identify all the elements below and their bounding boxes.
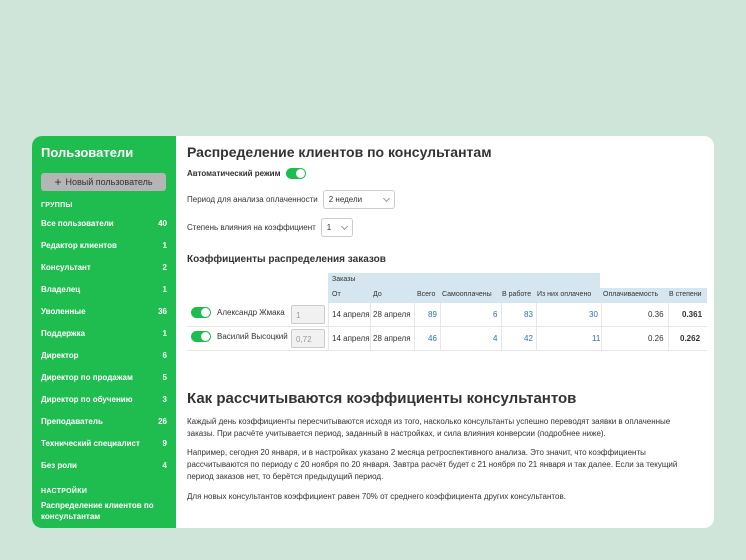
- consultant-name: Василий Высоцкий: [217, 332, 288, 341]
- how-paragraph: Например, сегодня 20 января, и в настройках указано 2 месяца ретроспективного анализа. Это значит, что коэффициенты рассчитываются по периоду с 20 ноября по 20 января. Завтра расчёт будет с 21 ноября по 21 января и так далее. Если за текущий период заказов нет, то берётся предыдущий период.: [187, 448, 678, 481]
- sidebar-item-client-editor[interactable]: [32, 234, 176, 256]
- column-header: В степени: [669, 291, 702, 298]
- cell-total[interactable]: 46: [428, 334, 437, 343]
- table-group-header: Заказы: [328, 273, 600, 288]
- sidebar-item-label: Директор по продажам: [41, 372, 133, 382]
- column-header: Самооплачены: [442, 291, 492, 298]
- sidebar-item-count: 6: [162, 350, 167, 360]
- chevron-down-icon: [383, 194, 390, 201]
- sidebar-item-count: 9: [162, 438, 167, 448]
- cell-power: 0.262: [680, 334, 701, 343]
- sidebar-item-label: Поддержка: [41, 328, 86, 338]
- table-header-row: [328, 288, 707, 303]
- consultant-name-cell: [191, 307, 285, 318]
- sidebar-item-label: Директор по обучению: [41, 394, 133, 404]
- consultant-name-cell: [191, 331, 288, 342]
- sidebar-item-count: 1: [162, 240, 167, 250]
- sidebar-item-count: 1: [162, 284, 167, 294]
- sidebar-item-label: Редактор клиентов: [41, 240, 117, 250]
- sidebar-item-label: Консультант: [41, 262, 91, 272]
- sidebar-item-teacher[interactable]: [32, 410, 176, 432]
- sidebar-item-label: Владелец: [41, 284, 81, 294]
- cell-to: 28 апреля: [373, 310, 411, 319]
- new-user-button[interactable]: [41, 173, 166, 191]
- sidebar-item-label: Директор: [41, 350, 79, 360]
- app-window: [32, 136, 714, 528]
- column-header: Всего: [417, 291, 436, 298]
- cell-payability: 0.36: [648, 310, 664, 319]
- sidebar-item-consultant[interactable]: [32, 256, 176, 278]
- cell-from: 14 апреля: [332, 310, 370, 319]
- settings-label: НАСТРОЙКИ: [41, 488, 88, 495]
- table-title: Коэффициенты распределения заказов: [187, 254, 386, 265]
- auto-mode-toggle[interactable]: [286, 168, 306, 179]
- sidebar-item-count: 26: [158, 416, 167, 426]
- sidebar-item-count: 4: [162, 460, 167, 470]
- cell-total[interactable]: 89: [428, 310, 437, 319]
- coefficient-input[interactable]: 1: [291, 305, 325, 324]
- coefficients-table: [187, 273, 707, 353]
- influence-label: Степень влияния на коэффициент: [187, 223, 316, 232]
- column-header: Оплачиваемость: [603, 291, 659, 298]
- consultant-toggle[interactable]: [191, 331, 211, 342]
- sidebar-item-owner[interactable]: [32, 278, 176, 300]
- sidebar-title: Пользователи: [41, 145, 134, 160]
- influence-row: [187, 218, 353, 237]
- sidebar-item-tech[interactable]: [32, 432, 176, 454]
- sidebar-item-label: Без роли: [41, 460, 77, 470]
- sidebar-item-director[interactable]: [32, 344, 176, 366]
- influence-select[interactable]: [321, 218, 353, 237]
- sidebar-groups: [32, 212, 176, 476]
- period-select[interactable]: [323, 190, 395, 209]
- how-paragraph: Каждый день коэффициенты пересчитываются исходя из того, насколько консультанты успешно переводят заявки в оплаченные заказы. При расчёте учитывается период, заданный в настройках, и сила влияния конверсии (подробнее ниже).: [187, 417, 671, 438]
- cell-self-paid[interactable]: 6: [493, 310, 498, 319]
- cell-to: 28 апреля: [373, 334, 411, 343]
- influence-value: 1: [326, 223, 332, 232]
- cell-paid[interactable]: 11: [592, 334, 601, 343]
- how-paragraph: Для новых консультантов коэффициент равен 70% от среднего коэффициента других консультантов.: [187, 492, 566, 501]
- sidebar-item-sales-director[interactable]: [32, 366, 176, 388]
- sidebar-item-dismissed[interactable]: [32, 300, 176, 322]
- table-row: [187, 303, 707, 327]
- sidebar-item-count: 1: [162, 328, 167, 338]
- consultant-toggle[interactable]: [191, 307, 211, 318]
- column-header: До: [373, 291, 382, 298]
- cell-power: 0.361: [682, 310, 703, 319]
- cell-in-work[interactable]: 83: [524, 310, 533, 319]
- sidebar-item-count: 36: [158, 306, 167, 316]
- cell-payability: 0.26: [648, 334, 664, 343]
- sidebar-item-label: Уволенные: [41, 306, 86, 316]
- sidebar-item-label: Преподаватель: [41, 416, 103, 426]
- sidebar-settings-link[interactable]: Распределение клиентов по консультантам: [41, 501, 154, 521]
- period-row: [187, 190, 395, 209]
- sidebar-item-count: 40: [158, 218, 167, 228]
- cell-self-paid[interactable]: 4: [493, 334, 498, 343]
- new-user-label: Новый пользователь: [65, 177, 153, 187]
- page-title: Распределение клиентов по консультантам: [187, 144, 492, 160]
- sidebar-item-support[interactable]: [32, 322, 176, 344]
- sidebar-item-count: 2: [162, 262, 167, 272]
- column-header: От: [332, 291, 341, 298]
- column-header: Из них оплачено: [537, 291, 592, 298]
- sidebar-item-training-director[interactable]: [32, 388, 176, 410]
- sidebar-item-no-role[interactable]: [32, 454, 176, 476]
- table-row: [187, 327, 707, 351]
- period-label: Период для анализа оплаченности: [187, 195, 318, 204]
- groups-label: ГРУППЫ: [41, 202, 73, 209]
- sidebar-item-count: 5: [162, 372, 167, 382]
- sidebar-item-all[interactable]: [32, 212, 176, 234]
- sidebar-item-label: Технический специалист: [41, 438, 140, 448]
- cell-paid[interactable]: 30: [589, 310, 598, 319]
- plus-icon: +: [54, 175, 62, 189]
- chevron-down-icon: [341, 222, 348, 229]
- period-value: 2 недели: [328, 195, 363, 204]
- cell-in-work[interactable]: 42: [524, 334, 533, 343]
- consultant-name: Александр Жмака: [217, 308, 285, 317]
- column-header: В работе: [502, 291, 532, 298]
- sidebar-item-count: 3: [162, 394, 167, 404]
- how-section-title: Как рассчитываются коэффициенты консультантов: [187, 390, 577, 407]
- cell-from: 14 апреля: [332, 334, 370, 343]
- coefficient-input[interactable]: 0,72: [291, 329, 325, 348]
- sidebar-item-label: Все пользователи: [41, 218, 114, 228]
- main-content: [187, 136, 714, 528]
- auto-mode-label: Автоматический режим: [187, 169, 281, 178]
- sidebar: [32, 136, 176, 528]
- auto-mode-row: [187, 168, 306, 179]
